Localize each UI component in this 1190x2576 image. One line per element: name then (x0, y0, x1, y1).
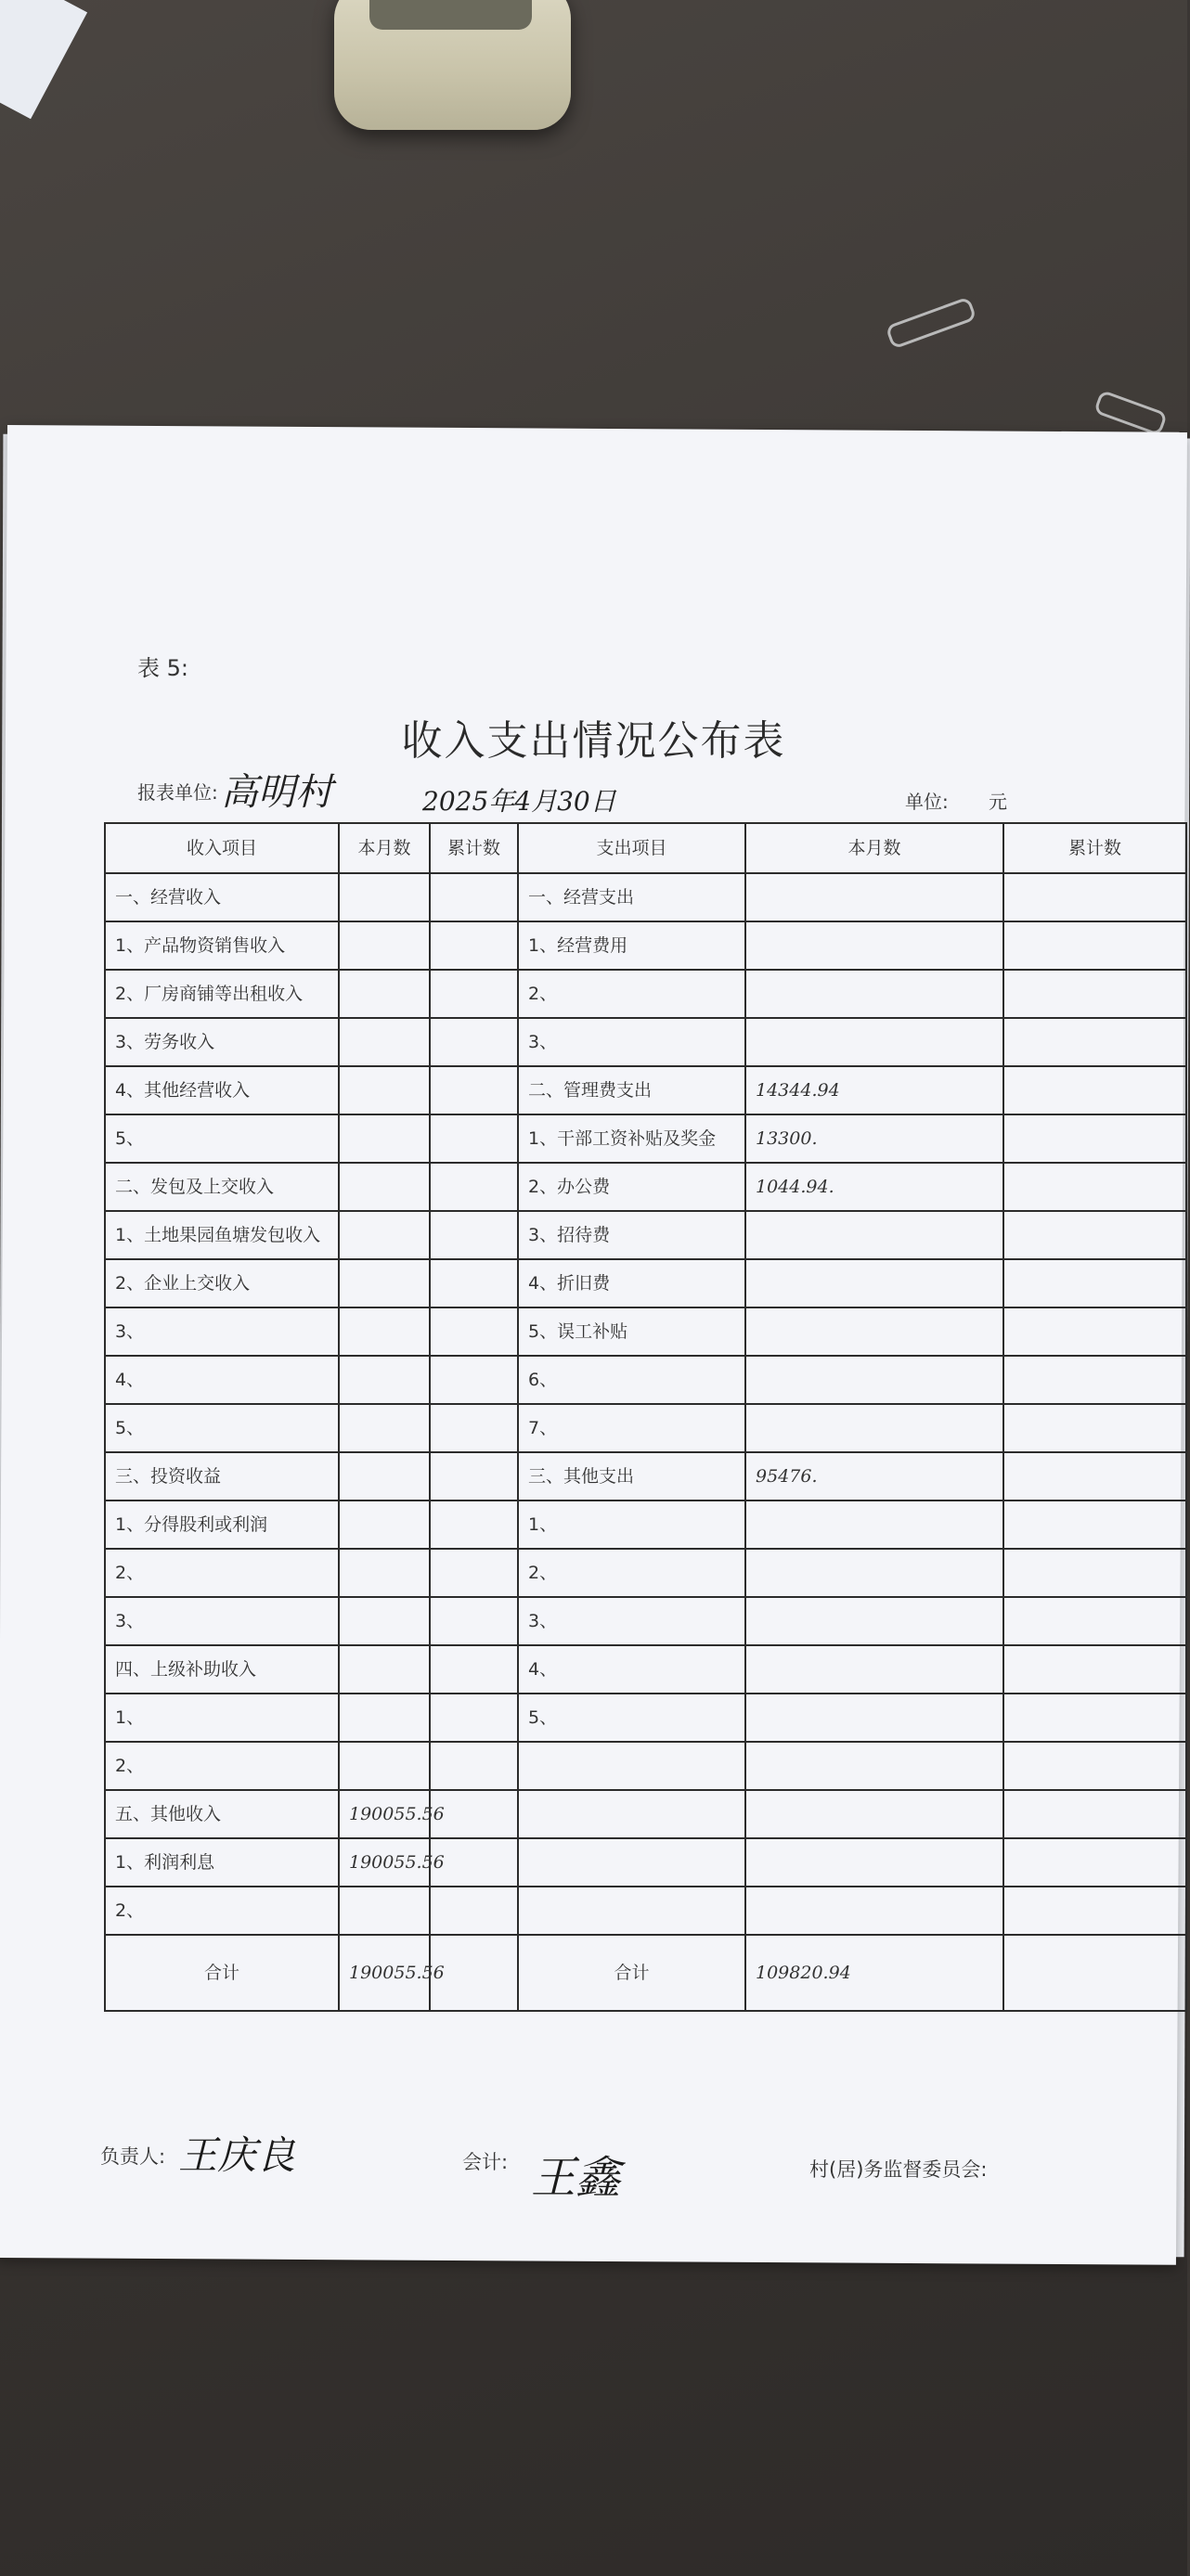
income-cumulative-cell (430, 1163, 518, 1211)
expense-item-cell: 7、 (518, 1404, 745, 1452)
expense-item-cell: 5、误工补贴 (518, 1307, 745, 1356)
total-row (105, 1935, 1186, 2011)
expense-cumulative-cell (1003, 1501, 1186, 1549)
income-cumulative-cell (430, 921, 518, 970)
income-cumulative-cell (430, 873, 518, 921)
income-item-cell: 2、厂房商铺等出租收入 (105, 970, 339, 1018)
income-month-cell (339, 1501, 430, 1549)
responsible-signature: 王庆良 (178, 2132, 296, 2178)
income-month-cell (339, 1018, 430, 1066)
income-item-cell: 二、发包及上交收入 (105, 1163, 339, 1211)
expense-item-cell: 2、办公费 (518, 1163, 745, 1211)
expense-month-cell (745, 1838, 1003, 1887)
expense-cumulative-cell (1003, 1066, 1186, 1114)
accountant-label: 会计: (462, 2151, 509, 2173)
expense-month-cell (745, 873, 1003, 921)
income-month-cell (339, 1645, 430, 1694)
accountant-signature: 王鑫 (531, 2152, 621, 2204)
expense-item-cell (518, 1742, 745, 1790)
table-header-row (105, 823, 1186, 873)
expense-item-cell (518, 1790, 745, 1838)
expense-item-cell: 2、 (518, 970, 745, 1018)
table-row (105, 1259, 1186, 1307)
income-month-cell (339, 1597, 430, 1645)
expense-month-cell: 1044.94. (745, 1163, 1003, 1211)
desk-device (334, 0, 571, 130)
expense-month-cell: 13300. (745, 1114, 1003, 1163)
income-cumulative-cell (430, 1694, 518, 1742)
expense-month-cell (745, 970, 1003, 1018)
responsible-label: 负责人: (100, 2145, 166, 2168)
income-cumulative-cell (430, 1742, 518, 1790)
expense-month-cell (745, 1211, 1003, 1259)
report-date: 2025年4月30日 (422, 786, 616, 817)
expense-item-cell: 1、经营费用 (518, 921, 745, 970)
ledger-table (104, 822, 1187, 2012)
table-row (105, 1597, 1186, 1645)
expense-item-cell (518, 1838, 745, 1887)
expense-item-cell (518, 1887, 745, 1935)
expense-item-cell: 4、折旧费 (518, 1259, 745, 1307)
table-row (105, 1163, 1186, 1211)
expense-item-cell: 4、 (518, 1645, 745, 1694)
table-row (105, 873, 1186, 921)
income-item-cell: 1、产品物资销售收入 (105, 921, 339, 970)
expense-item-cell: 三、其他支出 (518, 1452, 745, 1501)
table-row (105, 1887, 1186, 1935)
income-cumulative-cell (430, 1549, 518, 1597)
expense-cumulative-cell (1003, 1597, 1186, 1645)
total-expense-label: 合计 (518, 1935, 745, 2011)
expense-item-cell: 1、 (518, 1501, 745, 1549)
expense-month-cell (745, 1018, 1003, 1066)
income-item-cell: 3、 (105, 1307, 339, 1356)
expense-cumulative-cell (1003, 1742, 1186, 1790)
income-month-cell (339, 1404, 430, 1452)
income-cumulative-cell (430, 1452, 518, 1501)
table-row (105, 1307, 1186, 1356)
table-row (105, 1018, 1186, 1066)
expense-month-cell (745, 1501, 1003, 1549)
income-item-cell: 5、 (105, 1114, 339, 1163)
table-row (105, 1742, 1186, 1790)
income-item-cell: 1、 (105, 1694, 339, 1742)
income-month-cell: 190055.56 (339, 1790, 430, 1838)
income-cumulative-cell (430, 1307, 518, 1356)
expense-month-cell (745, 1694, 1003, 1742)
income-month-cell (339, 1114, 430, 1163)
table-row (105, 1549, 1186, 1597)
expense-cumulative-cell (1003, 970, 1186, 1018)
income-item-cell: 1、利润利息 (105, 1838, 339, 1887)
income-month-cell (339, 1066, 430, 1114)
expense-item-cell: 3、 (518, 1018, 745, 1066)
expense-month-cell (745, 1259, 1003, 1307)
expense-cumulative-cell (1003, 1838, 1186, 1887)
income-month-cell (339, 1211, 430, 1259)
expense-item-cell: 二、管理费支出 (518, 1066, 745, 1114)
table-row (105, 1066, 1186, 1114)
header-income-cumulative: 累计数 (430, 823, 518, 873)
expense-cumulative-cell (1003, 1356, 1186, 1404)
expense-month-cell: 14344.94 (745, 1066, 1003, 1114)
income-item-cell: 1、分得股利或利润 (105, 1501, 339, 1549)
income-cumulative-cell (430, 1018, 518, 1066)
income-month-cell (339, 1887, 430, 1935)
expense-cumulative-cell (1003, 1790, 1186, 1838)
sheet-number: 表 5: (137, 655, 188, 681)
income-item-cell: 五、其他收入 (105, 1790, 339, 1838)
income-cumulative-cell (430, 1356, 518, 1404)
expense-month-cell (745, 1790, 1003, 1838)
income-cumulative-cell (430, 1887, 518, 1935)
header-income-month: 本月数 (339, 823, 430, 873)
expense-cumulative-cell (1003, 1211, 1186, 1259)
table-row (105, 1356, 1186, 1404)
expense-item-cell: 2、 (518, 1549, 745, 1597)
income-item-cell: 4、其他经营收入 (105, 1066, 339, 1114)
total-income-month: 190055.56 (339, 1935, 430, 2011)
expense-cumulative-cell (1003, 1887, 1186, 1935)
income-item-cell: 一、经营收入 (105, 873, 339, 921)
income-cumulative-cell (430, 1259, 518, 1307)
expense-month-cell: 95476. (745, 1452, 1003, 1501)
committee-label: 村(居)务监督委员会: (809, 2158, 988, 2181)
table-row (105, 1645, 1186, 1694)
income-month-cell: 190055.56 (339, 1838, 430, 1887)
table-row (105, 1114, 1186, 1163)
expense-item-cell: 5、 (518, 1694, 745, 1742)
income-month-cell (339, 1259, 430, 1307)
expense-cumulative-cell (1003, 1307, 1186, 1356)
table-row (105, 1404, 1186, 1452)
income-month-cell (339, 1694, 430, 1742)
expense-cumulative-cell (1003, 1259, 1186, 1307)
income-cumulative-cell (430, 1501, 518, 1549)
expense-month-cell (745, 1549, 1003, 1597)
expense-month-cell (745, 921, 1003, 970)
unit-label: 报表单位: (137, 781, 218, 804)
expense-item-cell: 1、干部工资补贴及奖金 (518, 1114, 745, 1163)
expense-item-cell: 3、 (518, 1597, 745, 1645)
income-cumulative-cell (430, 1211, 518, 1259)
income-cumulative-cell (430, 1066, 518, 1114)
expense-item-cell: 6、 (518, 1356, 745, 1404)
income-cumulative-cell (430, 1645, 518, 1694)
currency-label: 单位: (905, 791, 949, 813)
expense-cumulative-cell (1003, 1694, 1186, 1742)
table-row (105, 921, 1186, 970)
income-month-cell (339, 970, 430, 1018)
income-month-cell (339, 1163, 430, 1211)
income-item-cell: 2、企业上交收入 (105, 1259, 339, 1307)
expense-cumulative-cell (1003, 1645, 1186, 1694)
header-expense-month: 本月数 (745, 823, 1003, 873)
income-item-cell: 2、 (105, 1549, 339, 1597)
header-expense-cumulative: 累计数 (1003, 823, 1186, 873)
expense-month-cell (745, 1356, 1003, 1404)
income-item-cell: 三、投资收益 (105, 1452, 339, 1501)
income-cumulative-cell (430, 970, 518, 1018)
header-expense-item: 支出项目 (518, 823, 745, 873)
income-month-cell (339, 921, 430, 970)
total-expense-month: 109820.94 (745, 1935, 1003, 2011)
expense-month-cell (745, 1307, 1003, 1356)
expense-cumulative-cell (1003, 1549, 1186, 1597)
expense-cumulative-cell (1003, 1452, 1186, 1501)
table-row (105, 1501, 1186, 1549)
income-item-cell: 3、劳务收入 (105, 1018, 339, 1066)
expense-month-cell (745, 1742, 1003, 1790)
income-month-cell (339, 1356, 430, 1404)
income-cumulative-cell (430, 1114, 518, 1163)
income-month-cell (339, 1307, 430, 1356)
currency-value: 元 (989, 791, 1007, 813)
total-income-label: 合计 (105, 1935, 339, 2011)
expense-month-cell (745, 1597, 1003, 1645)
expense-cumulative-cell (1003, 1018, 1186, 1066)
income-item-cell: 4、 (105, 1356, 339, 1404)
device-panel (369, 0, 532, 30)
expense-item-cell: 3、招待费 (518, 1211, 745, 1259)
header-income-item: 收入项目 (105, 823, 339, 873)
table-row (105, 1452, 1186, 1501)
expense-month-cell (745, 1645, 1003, 1694)
expense-cumulative-cell (1003, 1163, 1186, 1211)
expense-cumulative-cell (1003, 873, 1186, 921)
income-cumulative-cell (430, 1597, 518, 1645)
unit-value: 高明村 (221, 771, 332, 814)
total-expense-cumulative (1003, 1935, 1186, 2011)
income-item-cell: 2、 (105, 1887, 339, 1935)
income-item-cell: 2、 (105, 1742, 339, 1790)
expense-cumulative-cell (1003, 1114, 1186, 1163)
expense-cumulative-cell (1003, 1404, 1186, 1452)
expense-cumulative-cell (1003, 921, 1186, 970)
income-item-cell: 3、 (105, 1597, 339, 1645)
income-month-cell (339, 1742, 430, 1790)
income-cumulative-cell (430, 1404, 518, 1452)
table-row (105, 1790, 1186, 1838)
income-month-cell (339, 1452, 430, 1501)
table-row (105, 1211, 1186, 1259)
table-row (105, 1694, 1186, 1742)
income-item-cell: 5、 (105, 1404, 339, 1452)
table-row (105, 1838, 1186, 1887)
expense-month-cell (745, 1404, 1003, 1452)
document-title: 收入支出情况公布表 (401, 717, 786, 765)
expense-month-cell (745, 1887, 1003, 1935)
expense-item-cell: 一、经营支出 (518, 873, 745, 921)
income-month-cell (339, 873, 430, 921)
income-item-cell: 1、土地果园鱼塘发包收入 (105, 1211, 339, 1259)
income-item-cell: 四、上级补助收入 (105, 1645, 339, 1694)
table-row (105, 970, 1186, 1018)
income-month-cell (339, 1549, 430, 1597)
